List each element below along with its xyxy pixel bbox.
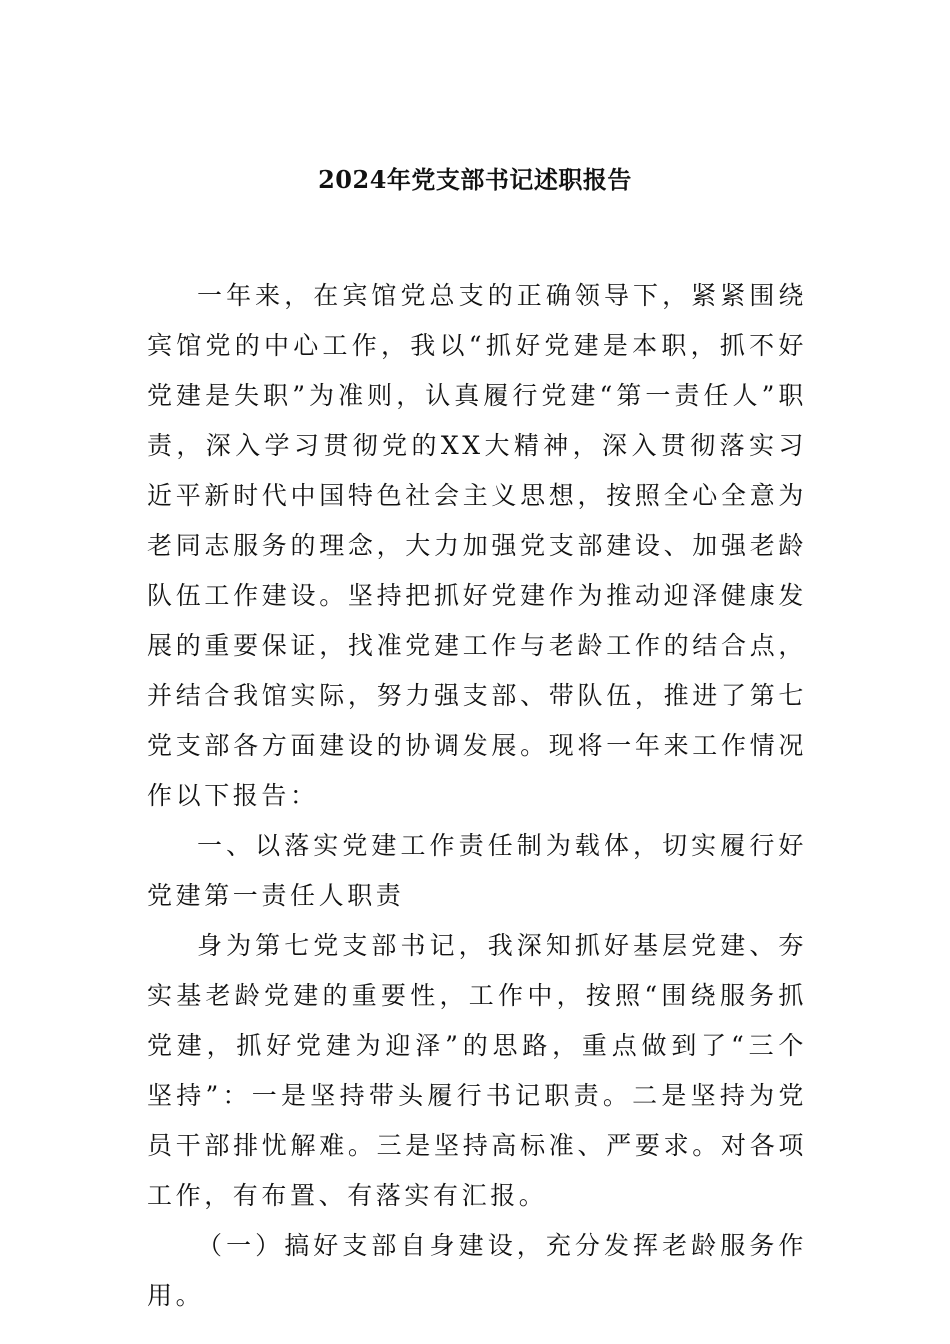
paragraph-section-1: 身为第七党支部书记，我深知抓好基层党建、夯实基老龄党建的重要性，工作中，按照“围绕服务抓党建，抓好党建为迎泽”的思路，重点做到了“三个坚持”：一是坚持带头履行书记职责。二是坚持为党员干部排忧解难。三是坚持高标准、严要求。对各项工作，有布置、有落实有汇报。: [147, 931, 807, 1210]
subsection-heading-1: （一）搞好支部自身建设，充分发挥老龄服务作用。: [147, 1231, 807, 1310]
document-body: [147, 271, 807, 1321]
paragraph-intro: 一年来，在宾馆党总支的正确领导下，紧紧围绕宾馆党的中心工作，我以“抓好党建是本职，抓不好党建是失职”为准则，认真履行党建“第一责任人”职责，深入学习贯彻党的XX大精神，深入贯彻落实习近平新时代中国特色社会主义思想，按照全心全意为老同志服务的理念，大力加强党支部建设、加强老龄队伍工作建设。坚持把抓好党建作为推动迎泽健康发展的重要保证，找准党建工作与老龄工作的结合点，并结合我馆实际，努力强支部、带队伍，推进了第七党支部各方面建设的协调发展。现将一年来工作情况作以下报告：: [147, 281, 807, 810]
section-heading-1: 一、以落实党建工作责任制为载体，切实履行好党建第一责任人职责: [147, 831, 807, 910]
document-title: 2024年党支部书记述职报告: [318, 165, 632, 194]
